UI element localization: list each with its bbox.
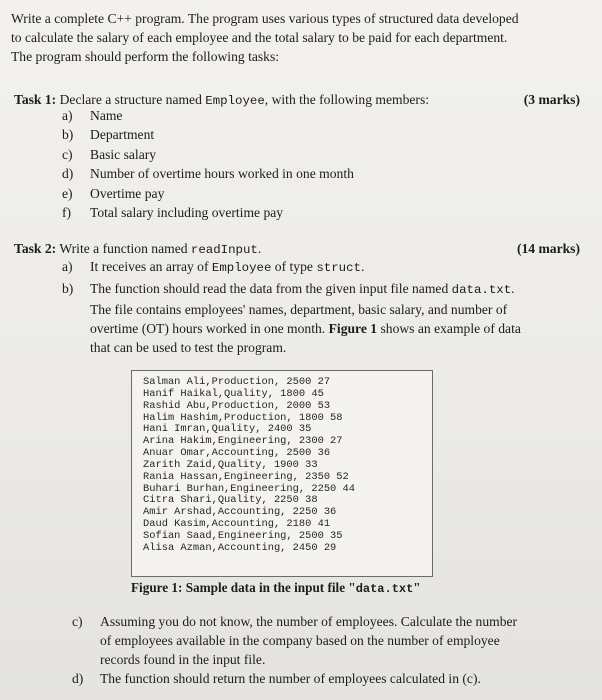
task2-a-text: It receives an array of [90, 259, 212, 274]
figure-data-line: Rania Hassan,Engineering, 2350 52 [143, 470, 349, 483]
intro-paragraph [11, 9, 593, 66]
task2-items-cd [72, 612, 592, 688]
task2-item-d [72, 669, 592, 688]
figure-data-line: Hani Imran,Quality, 2400 35 [143, 423, 312, 436]
task1-member-item [62, 125, 354, 144]
task1-member-item [62, 106, 354, 125]
figure-data-line: Daud Kasim,Accounting, 2180 41 [143, 518, 331, 531]
task1-member-item [62, 164, 354, 183]
task2-items-ab [62, 257, 592, 357]
task2-code: readInput [190, 243, 258, 257]
intro-line-2: to calculate the salary of each employee and the total salary to be paid for each department. [11, 30, 508, 45]
task2-label: Task 2: [14, 241, 57, 256]
figure-data-line: Citra Shari,Quality, 2250 38 [143, 494, 318, 507]
intro-line-1: Write a complete C++ program. The program uses various types of structured data developed [11, 11, 519, 26]
figure-data-line: Sofian Saad,Engineering, 2500 35 [143, 529, 343, 542]
task1-member-label: b) [62, 127, 74, 143]
task1-code: Employee [205, 94, 265, 108]
task2-text: Write a function named [56, 241, 191, 256]
task2-b-line-3 [90, 319, 592, 338]
task2-b-line-2: The file contains employees' names, department, basic salary, and number of [90, 302, 508, 317]
task2-a-after: . [360, 259, 365, 274]
figure-data-line: Alisa Azman,Accounting, 2450 29 [143, 541, 337, 554]
task2-c-line-1: Assuming you do not know, the number of employees. Calculate the number [100, 614, 518, 629]
figure-1-caption [131, 580, 421, 596]
task1-member-label: f) [62, 205, 72, 221]
task2-c-line-2: of employees available in the company based on the number of employee [100, 633, 500, 648]
task1-member-text: Basic salary [90, 146, 157, 162]
task1-member-label: d) [62, 166, 74, 182]
intro-line-3: The program should perform the following tasks: [11, 49, 280, 64]
task1-text: Declare a structure named [56, 92, 206, 107]
figure-data-line: Anuar Omar,Accounting, 2500 36 [143, 447, 331, 460]
task1-member-label: a) [62, 108, 73, 123]
task1-member-label: c) [62, 146, 73, 162]
task1-member-item [62, 203, 354, 222]
task1-member-list [62, 106, 354, 222]
task2-b-line-3-after: shows an example of data [377, 321, 521, 336]
task2-c-label: c) [72, 614, 83, 629]
figure-1-data-box [131, 370, 433, 577]
figure-data-line: Amir Arshad,Accounting, 2250 36 [143, 506, 337, 519]
figure-data-line: Zarith Zaid,Quality, 1900 33 [143, 458, 318, 471]
task2-d-label: d) [72, 671, 84, 686]
figure-caption-after: " [413, 580, 421, 595]
figure-data-line: Arina Hakim,Engineering, 2300 27 [143, 435, 343, 448]
task2-b-line-3-text: overtime (OT) hours worked in one month. [90, 321, 329, 336]
task2-b-figure-ref: Figure 1 [328, 321, 378, 336]
task2-b-line-4: that can be used to test the program. [90, 340, 287, 355]
task1-member-text: Department [90, 127, 155, 143]
task1-label: Task 1: [14, 92, 57, 107]
task2-b-label: b) [62, 281, 74, 296]
task1-member-item [62, 184, 354, 203]
task1-member-label: e) [62, 185, 73, 201]
task1-member-text: Name [90, 108, 123, 123]
task1-member-text: Overtime pay [90, 185, 165, 201]
task2-text-after: . [257, 241, 262, 256]
task1-member-text: Total salary including overtime pay [90, 205, 284, 221]
task2-item-c [72, 612, 592, 669]
figure-data-line: Buhari Burhan,Engineering, 2250 44 [143, 482, 356, 495]
task2-item-b [62, 279, 592, 357]
figure-data-line: Salman Ali,Production, 2500 27 [143, 376, 331, 388]
task1-text-after: , with the following members: [264, 92, 430, 107]
task2-a-code-employee: Employee [211, 261, 272, 275]
figure-caption-filename: data.txt [355, 582, 414, 596]
task2-b-line-1-text: The function should read the data from the given input file named [90, 281, 452, 296]
figure-data-line: Rashid Abu,Production, 2000 53 [143, 399, 331, 412]
task2-a-mid: of type [271, 259, 317, 274]
task2-b-line-1-after: . [511, 281, 515, 296]
task2-marks: (14 marks) [516, 241, 580, 256]
figure-1-data-lines [132, 371, 432, 555]
task2-item-a [62, 257, 592, 278]
task1-member-item [62, 145, 354, 164]
task2-c-line-3: records found in the input file. [100, 652, 266, 667]
task2-a-label: a) [62, 259, 73, 274]
task2-b-line-1 [90, 279, 592, 300]
task1-member-text: Number of overtime hours worked in one month [90, 166, 354, 182]
task2-b-filename: data.txt [451, 283, 512, 297]
figure-data-line: Hanif Haikal,Quality, 1800 45 [143, 387, 324, 400]
task2-a-code-struct: struct [316, 261, 361, 275]
task1-marks: (3 marks) [523, 92, 580, 107]
task2-d-line-1: The function should return the number of employees calculated in (c). [100, 671, 481, 686]
figure-data-line: Halim Hashim,Production, 1800 58 [143, 411, 343, 424]
figure-caption-text: Figure 1: Sample data in the input file " [131, 580, 356, 595]
